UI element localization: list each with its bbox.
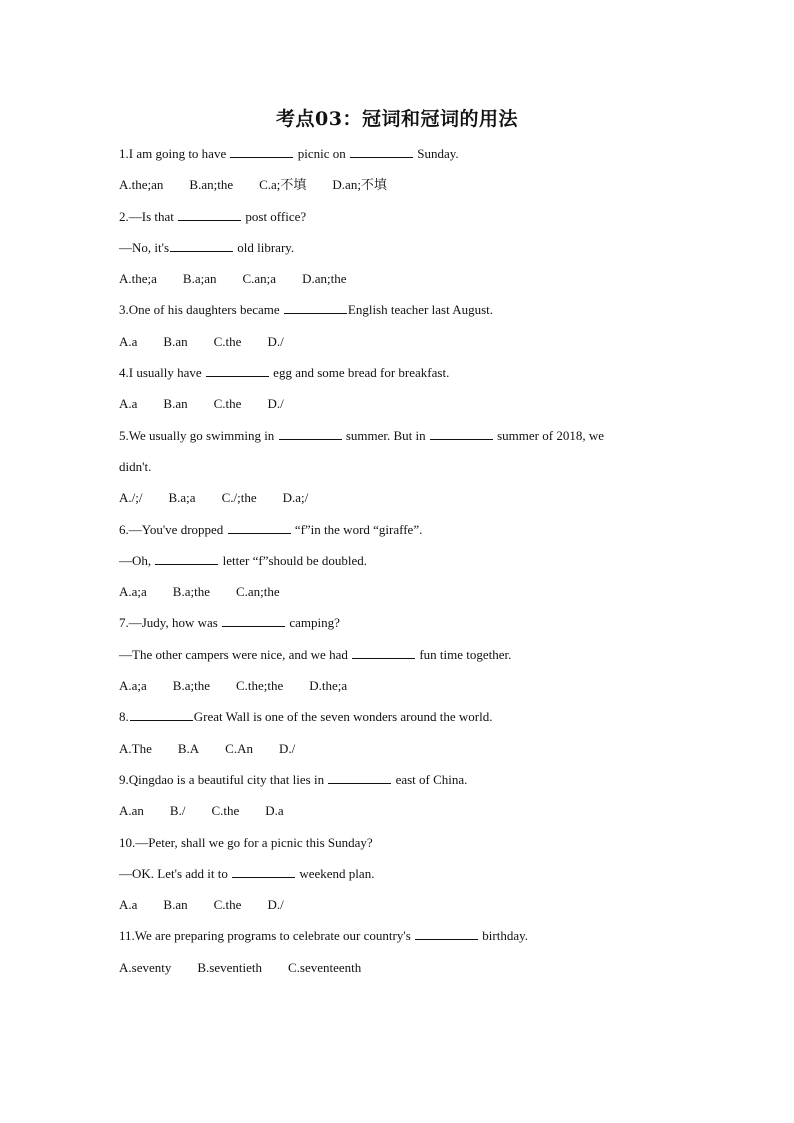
question-3-options [119, 330, 679, 361]
question-8-options [119, 737, 679, 768]
answer-blank [222, 612, 285, 627]
answer-option: A.a [119, 333, 138, 349]
answer-blank [430, 425, 493, 440]
answer-option: A.a;a [119, 584, 147, 600]
question-text: —The other campers were nice, and we had [119, 646, 352, 662]
answer-blank [178, 206, 241, 221]
question-list [119, 142, 679, 987]
answer-option: D.a [265, 803, 284, 819]
answer-option: A.seventy [119, 959, 172, 975]
answer-option: C.the [211, 803, 240, 819]
question-7-line-2 [119, 643, 679, 674]
answer-option: C./;the [221, 490, 257, 506]
answer-option: A.the;a [119, 271, 157, 287]
answer-option: C.seventeenth [288, 959, 362, 975]
question-text: “f”in the word “giraffe”. [291, 521, 423, 537]
answer-option: D.a;/ [282, 490, 309, 506]
answer-option: D.the;a [309, 678, 348, 694]
question-2-options [119, 267, 679, 298]
answer-blank [155, 550, 218, 565]
question-text: 5.We usually go swimming in [119, 427, 278, 443]
question-5-options [119, 486, 679, 517]
answer-blank [284, 299, 347, 314]
question-7-line-1 [119, 611, 679, 642]
question-text: English teacher last August. [347, 302, 494, 318]
question-text: egg and some bread for breakfast. [269, 365, 450, 381]
question-text: 10.—Peter, shall we go for a picnic this Sunday? [119, 834, 373, 850]
answer-option: A.a [119, 897, 138, 913]
answer-blank [130, 706, 193, 721]
question-11-line-1 [119, 924, 679, 955]
question-text: 3.One of his daughters became [119, 302, 283, 318]
question-7-options [119, 674, 679, 705]
answer-option: C.the [213, 897, 242, 913]
question-10-line-1 [119, 831, 679, 862]
question-text: —OK. Let's add it to [119, 865, 232, 881]
answer-blank [352, 644, 415, 659]
answer-option: C.the;the [235, 678, 284, 694]
question-text: 4.I usually have [119, 365, 205, 381]
answer-option: C.An [225, 740, 253, 756]
question-text: —Oh, [119, 552, 155, 568]
answer-option: D./ [267, 897, 284, 913]
question-10-line-2 [119, 862, 679, 893]
answer-option: B.a;the [172, 584, 210, 600]
answer-option: C.an;the [235, 584, 280, 600]
question-2-line-2 [119, 236, 679, 267]
answer-option: B./ [169, 803, 186, 819]
question-5-line-2 [119, 455, 679, 486]
question-4-options [119, 392, 679, 423]
question-text: 9.Qingdao is a beautiful city that lies in [119, 771, 328, 787]
page-title: 考点03：冠词和冠词的用法 [276, 108, 518, 130]
answer-option: C.the [213, 396, 242, 412]
question-9-options [119, 799, 679, 830]
answer-blank [350, 143, 413, 158]
question-11-options [119, 956, 679, 987]
answer-blank [328, 769, 391, 784]
answer-option: D.an;the [302, 271, 347, 287]
answer-blank [228, 519, 291, 534]
answer-option: A.a [119, 396, 138, 412]
question-text: 11.We are preparing programs to celebrate our country's [119, 928, 415, 944]
question-text: weekend plan. [296, 865, 375, 881]
answer-blank [415, 925, 478, 940]
answer-option: A.a;a [119, 678, 147, 694]
answer-option: B.A [177, 740, 200, 756]
question-9-line-1 [119, 768, 679, 799]
question-text: old library. [234, 239, 295, 255]
question-text: Great Wall is one of the seven wonders around the world. [193, 709, 493, 725]
answer-option: D./ [267, 333, 284, 349]
question-text: summer. But in [342, 427, 429, 443]
question-1-line-1 [119, 142, 679, 173]
answer-option: A.an [119, 803, 144, 819]
question-text: birthday. [479, 928, 528, 944]
answer-option: B.an [163, 897, 188, 913]
question-text: 8. [119, 709, 129, 725]
answer-option: B.seventieth [197, 959, 262, 975]
question-text: camping? [286, 615, 340, 631]
answer-blank [230, 143, 293, 158]
question-text: 2.—Is that [119, 208, 178, 224]
answer-option: C.a;不填 [259, 177, 307, 193]
answer-option: A./;/ [119, 490, 143, 506]
question-text: fun time together. [416, 646, 512, 662]
answer-option: A.the;an [119, 177, 164, 193]
answer-option: B.an [163, 396, 188, 412]
question-text: 6.—You've dropped [119, 521, 227, 537]
answer-option: B.an;the [189, 177, 234, 193]
question-text: summer of 2018, we [493, 427, 604, 443]
question-text: picnic on [294, 146, 349, 161]
question-2-line-1 [119, 205, 679, 236]
question-3-line-1 [119, 298, 679, 329]
answer-blank [279, 425, 342, 440]
question-text: —No, it's [119, 239, 170, 255]
question-10-options [119, 893, 679, 924]
question-6-line-2 [119, 549, 679, 580]
question-text: east of China. [392, 771, 468, 787]
answer-option: B.a;the [172, 678, 210, 694]
question-text: 1.I am going to have [119, 146, 230, 161]
answer-option: C.an;a [242, 271, 277, 287]
answer-option: D./ [267, 396, 284, 412]
answer-option: A.The [119, 740, 152, 756]
question-6-line-1 [119, 518, 679, 549]
question-8-line-1 [119, 705, 679, 736]
answer-option: D.an;不填 [332, 177, 387, 193]
answer-option: B.an [163, 333, 188, 349]
question-4-line-1 [119, 361, 679, 392]
answer-option: D./ [278, 740, 296, 756]
question-1-options [119, 173, 679, 204]
answer-blank [206, 362, 269, 377]
question-6-options [119, 580, 679, 611]
answer-blank [170, 237, 233, 252]
question-text: 7.—Judy, how was [119, 615, 222, 631]
question-text: post office? [242, 208, 307, 224]
answer-blank [232, 863, 295, 878]
question-text: Sunday. [414, 146, 459, 161]
answer-option: B.a;an [182, 271, 217, 287]
question-text: didn't. [119, 458, 152, 474]
answer-option: B.a;a [168, 490, 196, 506]
question-5-line-1 [119, 424, 679, 455]
question-text: letter “f”should be doubled. [219, 552, 368, 568]
answer-option: C.the [213, 333, 242, 349]
